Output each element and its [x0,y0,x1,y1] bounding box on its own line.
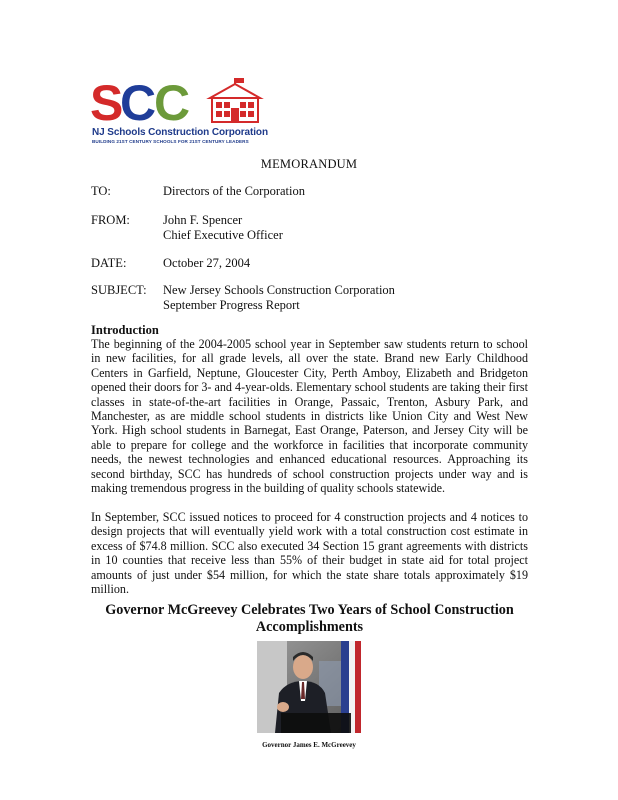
september-paragraph: In September, SCC issued notices to proceed for 4 construction projects and 4 notices to design projects that will eventually yield work with a total construction cost estimate in excess of $74.8 million. SCC also executed 34 Section 15 grant agreements with districts in 10 counties that receive less than 55% of their budget in state aid for total project amounts of just under $54 million, for which the state share totals approximately $19 million. [91,510,528,597]
date-label: DATE: [91,256,127,270]
from-label: FROM: [91,213,130,227]
memo-title: MEMORANDUM [260,157,358,171]
from-title: Chief Executive Officer [163,228,283,242]
svg-text:C: C [120,78,154,128]
governor-photo [257,641,361,733]
from-block [163,213,283,243]
introduction-paragraph: The beginning of the 2004-2005 school year in September saw students return to school in new facilities, for all grade levels, all over the state. Brand new Early Childhood Centers in Garfield, Neptune, Gloucester City, Perth Amboy, Elizabeth and Bridgeton opened their doors for 3- and 4-year-olds. Elementary school students are taking their first classes in state-of-the-art facilities in Orange, Passaic, Trenton, Asbury Park, and Manchester, as are middle school students in districts like Union City and West New York. High school students in Barnegat, East Orange, Paterson, and Jersey City will be able to prepare for college and the workforce in facilities that incorporate community needs, the newest technologies and enhanced educational resources. Approaching its second birthday, SCC has hundreds of school construction projects under way and is making tremendous progress in the building of quality schools statewide. [91,337,528,496]
subject-line-1: New Jersey Schools Construction Corporation [163,283,395,297]
organization-name: NJ Schools Construction Corporation [92,127,268,138]
subject-block [163,283,395,313]
from-name: John F. Spencer [163,213,243,227]
introduction-heading: Introduction [91,323,159,337]
svg-text:S: S [90,78,121,128]
to-value: Directors of the Corporation [163,184,305,198]
organization-tagline: BUILDING 21ST CENTURY SCHOOLS FOR 21ST CENTURY LEADERS [92,139,249,144]
subject-label: SUBJECT: [91,283,147,297]
svg-text:C: C [154,78,188,128]
photo-caption: Governor James E. McGreevey [262,741,356,749]
subject-line-2: September Progress Report [163,298,300,312]
feature-heading: Governor McGreevey Celebrates Two Years of School Construction Accomplishments [105,602,514,635]
to-label: TO: [91,184,111,198]
date-value: October 27, 2004 [163,256,251,270]
